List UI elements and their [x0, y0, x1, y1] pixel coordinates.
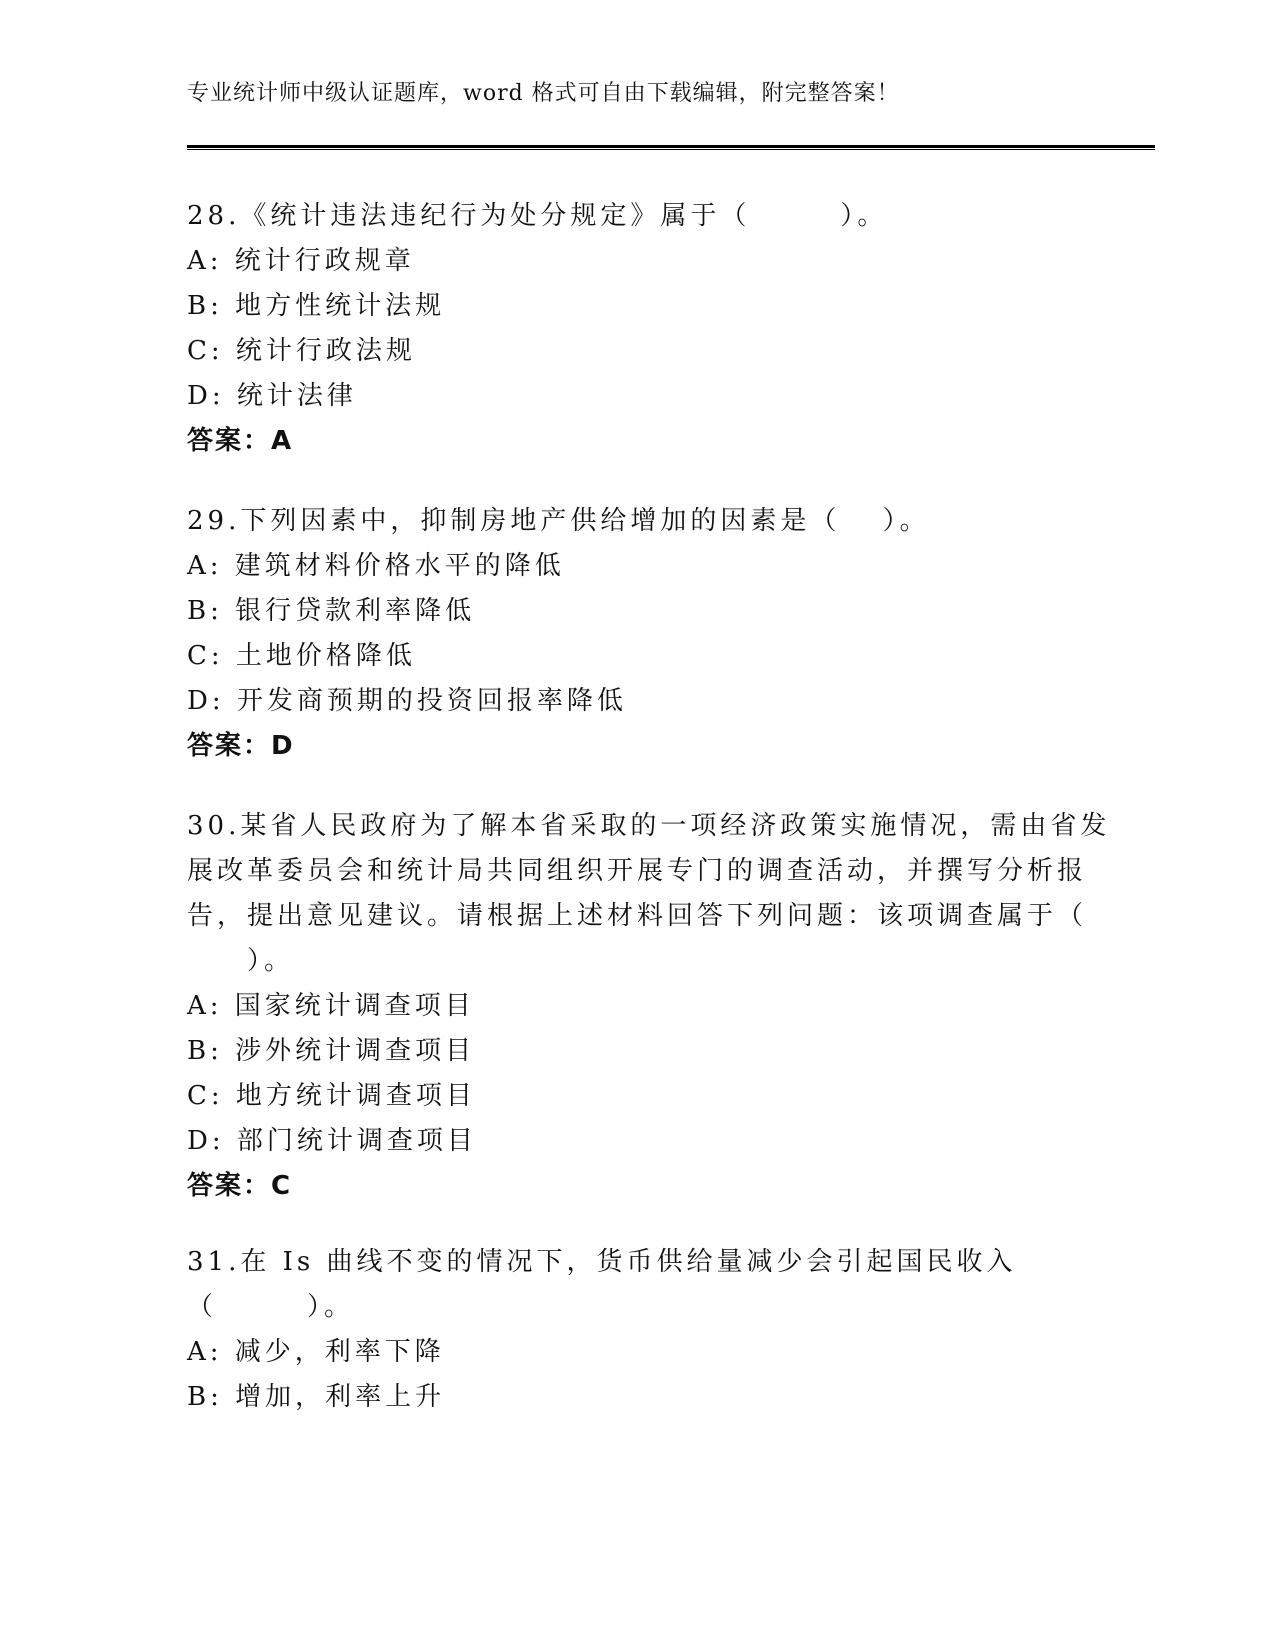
answer: 答案：D	[187, 731, 295, 761]
question-29	[187, 499, 1087, 769]
option-b: B: 地方性统计法规	[187, 291, 446, 321]
question-stem-line-2: 展改革委员会和统计局共同组织开展专门的调查活动，并撰写分析报	[187, 856, 1088, 886]
question-stem-line-3: 告，提出意见建议。请根据上述材料回答下列问题：该项调查属于（	[187, 901, 1088, 931]
option-a: A: 统计行政规章	[187, 246, 415, 276]
question-30	[187, 804, 1111, 1209]
option-a: A: 建筑材料价格水平的降低	[187, 551, 565, 581]
option-a: A: 国家统计调查项目	[187, 991, 475, 1021]
option-b: B: 银行贷款利率降低	[187, 596, 476, 626]
option-d: D: 开发商预期的投资回报率降低	[187, 686, 627, 716]
page-header: 专业统计师中级认证题库，word 格式可自由下载编辑，附完整答案！	[187, 81, 900, 106]
question-stem-line-1: 31.在 Is 曲线不变的情况下，货币供给量减少会引起国民收入	[187, 1247, 1017, 1277]
question-stem-line-2: （ ）。	[187, 1292, 355, 1322]
question-31	[187, 1240, 1087, 1420]
option-c: C: 地方统计调查项目	[187, 1081, 476, 1111]
answer: 答案：A	[187, 426, 294, 456]
option-c: C: 土地价格降低	[187, 641, 416, 671]
option-c: C: 统计行政法规	[187, 336, 416, 366]
option-d: D: 统计法律	[187, 381, 357, 411]
question-stem: 29.下列因素中，抑制房地产供给增加的因素是（ ）。	[187, 506, 930, 536]
option-b: B: 涉外统计调查项目	[187, 1036, 476, 1066]
option-d: D: 部门统计调查项目	[187, 1126, 477, 1156]
question-stem-line-1: 30.某省人民政府为了解本省采取的一项经济政策实施情况，需由省发	[187, 811, 1111, 841]
header-divider	[187, 145, 1155, 150]
question-stem: 28.《统计违法违纪行为处分规定》属于（ ）。	[187, 201, 888, 231]
question-stem-line-4: ）。	[187, 946, 295, 976]
answer: 答案：C	[187, 1171, 293, 1201]
option-b: B: 增加，利率上升	[187, 1382, 446, 1412]
option-a: A: 减少，利率下降	[187, 1337, 445, 1367]
question-28	[187, 194, 1087, 464]
